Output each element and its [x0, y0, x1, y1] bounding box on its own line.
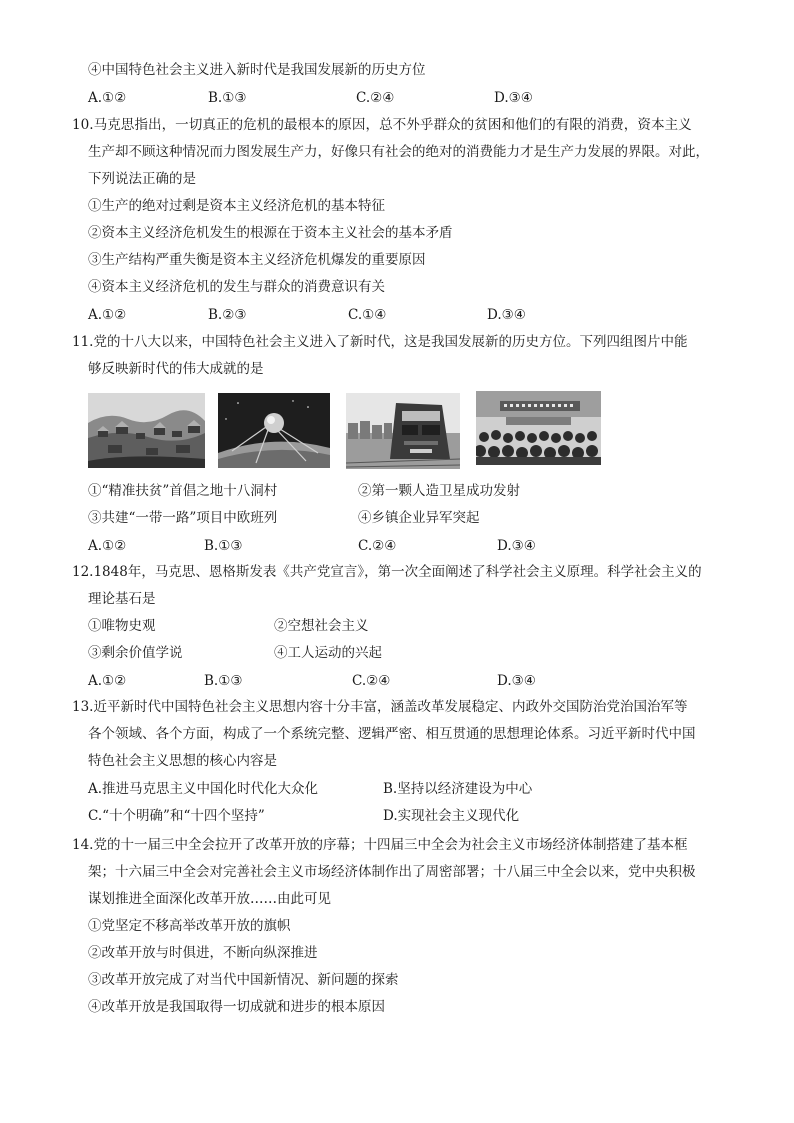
q12-option-c: C.②④ — [352, 673, 391, 689]
q11-option-c: C.②④ — [358, 538, 397, 554]
q11-option-b: B.①③ — [204, 538, 243, 554]
q11-stem-line-2: 够反映新时代的伟大成就的是 — [88, 361, 264, 377]
q9-item-4: ④中国特色社会主义进入新时代是我国发展新的历史方位 — [88, 62, 426, 78]
village-photo — [88, 393, 205, 468]
q13-option-d: D.实现社会主义现代化 — [383, 808, 520, 824]
q12-stem-line-1: 12.1848年，马克思、恩格斯发表《共产党宣言》，第一次全面阐述了科学社会主义原理。科学社会主义的 — [72, 564, 702, 580]
q14-item-2: ②改革开放与时俱进，不断向纵深推进 — [88, 945, 318, 961]
q14-stem-line-1: 14.党的十一届三中全会拉开了改革开放的序幕；十四届三中全会为社会主义市场经济体制搭建了基本框 — [72, 837, 688, 853]
q9-option-a: A.①② — [88, 90, 127, 106]
q14-item-3: ③改革开放完成了对当代中国新情况、新问题的探索 — [88, 972, 399, 988]
q10-item-3: ③生产结构严重失衡是资本主义经济危机爆发的重要原因 — [88, 252, 426, 268]
q12-item-2: ②空想社会主义 — [274, 618, 369, 634]
q11-caption-1: ①“精准扶贫”首倡之地十八洞村 — [88, 483, 278, 499]
q14-item-4: ④改革开放是我国取得一切成就和进步的根本原因 — [88, 999, 385, 1015]
q10-option-a: A.①② — [88, 307, 127, 323]
q10-option-b: B.②③ — [208, 307, 247, 323]
train-photo — [346, 393, 460, 469]
q10-stem-line-1: 10.马克思指出，一切真正的危机的最根本的原因，总不外乎群众的贫困和他们的有限的消费，资本主义 — [72, 117, 692, 133]
q11-caption-4: ④乡镇企业异军突起 — [358, 510, 480, 526]
q12-option-b: B.①③ — [204, 673, 243, 689]
q12-option-a: A.①② — [88, 673, 127, 689]
q9-option-d: D.③④ — [494, 90, 533, 106]
q12-item-3: ③剩余价值学说 — [88, 645, 183, 661]
q12-option-d: D.③④ — [497, 673, 536, 689]
q11-option-d: D.③④ — [497, 538, 536, 554]
q13-option-a: A.推进马克思主义中国化时代化大众化 — [88, 781, 319, 797]
q14-stem-line-2: 架；十六届三中全会对完善社会主义市场经济体制作出了周密部署；十八届三中全会以来，党中央积极 — [88, 864, 696, 880]
q9-option-c: C.②④ — [356, 90, 395, 106]
q13-stem-line-2: 各个领域、各个方面，构成了一个系统完整、逻辑严密、相互贯通的思想理论体系。习近平新时代中国 — [88, 726, 696, 742]
q10-stem-line-3: 下列说法正确的是 — [88, 171, 196, 187]
q14-stem-line-3: 谋划推进全面深化改革开放……由此可见 — [88, 891, 331, 907]
q13-option-c: C.“十个明确”和“十四个坚持” — [88, 808, 265, 824]
q13-stem-line-1: 13.近平新时代中国特色社会主义思想内容十分丰富，涵盖改革发展稳定、内政外交国防治党治国治军等 — [72, 699, 688, 715]
q10-item-1: ①生产的绝对过剩是资本主义经济危机的基本特征 — [88, 198, 385, 214]
q10-option-d: D.③④ — [487, 307, 526, 323]
q13-option-b: B.坚持以经济建设为中心 — [383, 781, 533, 797]
q12-item-4: ④工人运动的兴起 — [274, 645, 382, 661]
q10-item-2: ②资本主义经济危机发生的根源在于资本主义社会的基本矛盾 — [88, 225, 453, 241]
meeting-photo — [476, 391, 601, 465]
q12-item-1: ①唯物史观 — [88, 618, 156, 634]
q12-stem-line-2: 理论基石是 — [88, 591, 156, 607]
q9-option-b: B.①③ — [208, 90, 247, 106]
q10-item-4: ④资本主义经济危机的发生与群众的消费意识有关 — [88, 279, 385, 295]
q10-stem-line-2: 生产却不顾这种情况而力图发展生产力，好像只有社会的绝对的消费能力才是生产力发展的界限。对此， — [88, 144, 709, 160]
q14-item-1: ①党坚定不移高举改革开放的旗帜 — [88, 918, 291, 934]
satellite-photo — [218, 393, 330, 468]
q11-option-a: A.①② — [88, 538, 127, 554]
q11-caption-2: ②第一颗人造卫星成功发射 — [358, 483, 520, 499]
q11-caption-3: ③共建“一带一路”项目中欧班列 — [88, 510, 278, 526]
q10-option-c: C.①④ — [348, 307, 387, 323]
q11-stem-line-1: 11.党的十八大以来，中国特色社会主义进入了新时代，这是我国发展新的历史方位。下列四组图片中能 — [72, 334, 688, 350]
q13-stem-line-3: 特色社会主义思想的核心内容是 — [88, 753, 277, 769]
